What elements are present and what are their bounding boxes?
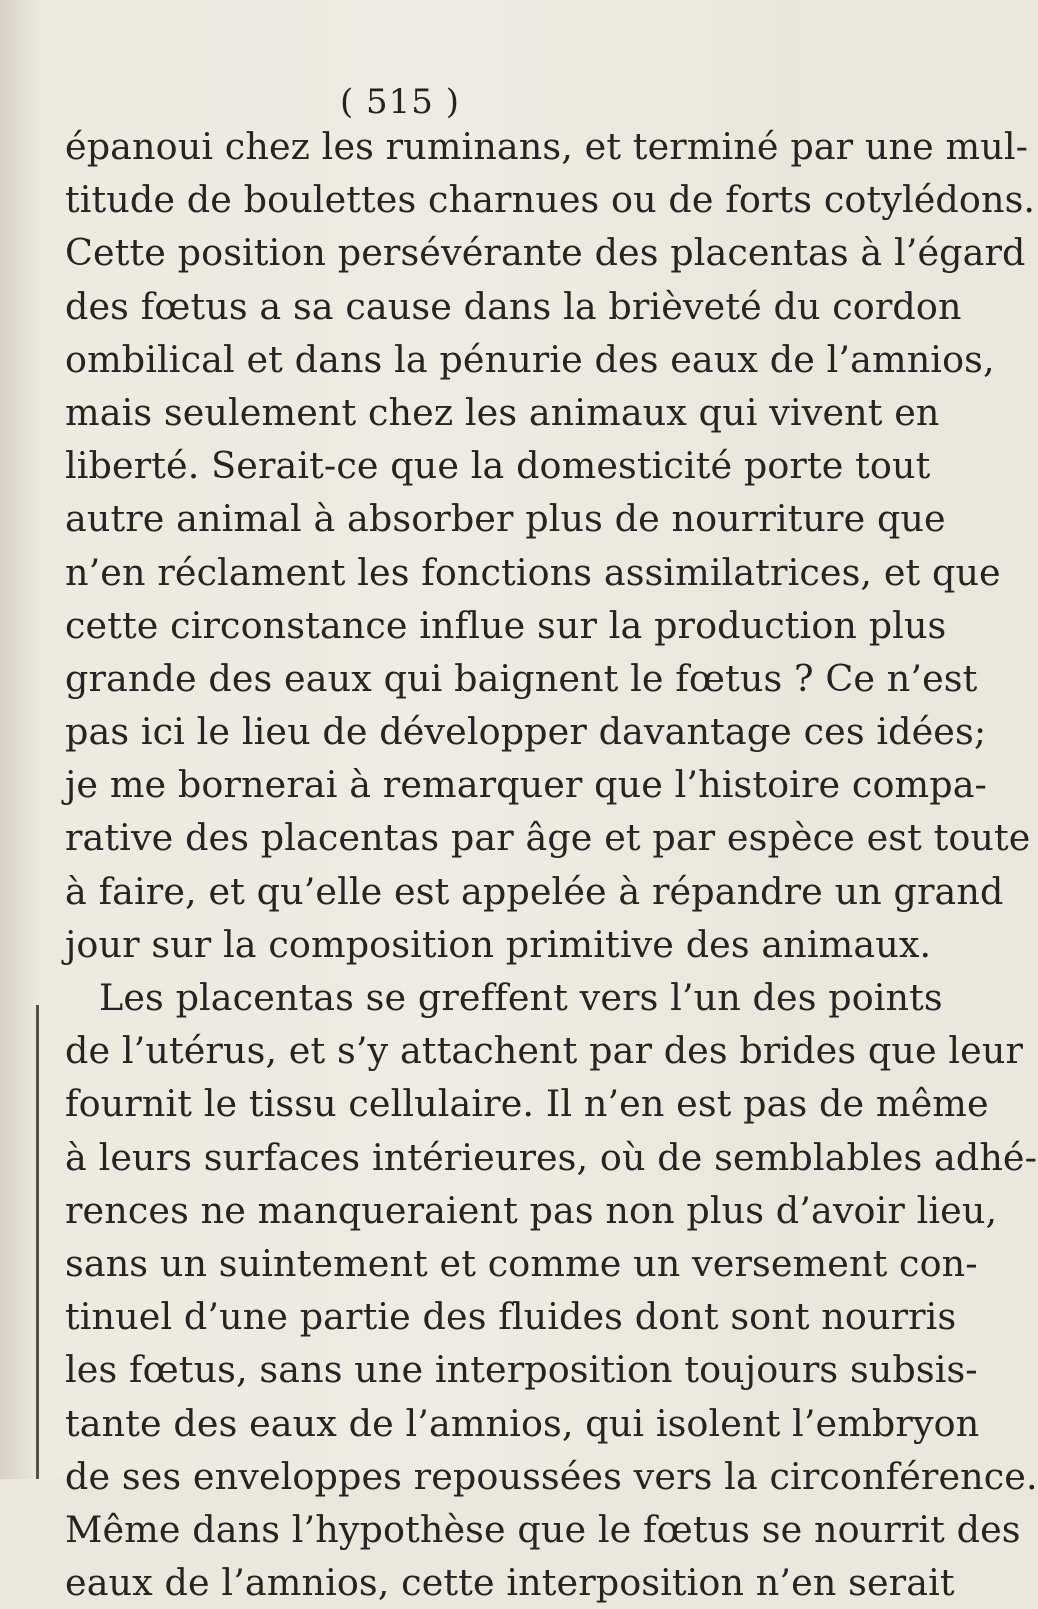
text-line: fournit le tissu cellulaire. Il n’en est pas de même bbox=[65, 1082, 989, 1126]
text-line: cette circonstance influe sur la production plus bbox=[65, 603, 947, 647]
text-line: rences ne manqueraient pas non plus d’avoir lieu, bbox=[65, 1188, 998, 1232]
text-line: ombilical et dans la pénurie des eaux de l’amnios, bbox=[65, 337, 995, 381]
text-line: tinuel d’une partie des fluides dont sont nourris bbox=[65, 1295, 957, 1339]
text-line: épanoui chez les ruminans, et terminé par une mul- bbox=[65, 125, 1029, 168]
text-line: mais seulement chez les animaux qui vivent en bbox=[65, 390, 940, 434]
text-line: sans un suintement et comme un versement con- bbox=[65, 1241, 978, 1285]
page-gutter-shadow bbox=[0, 0, 38, 1479]
text-line: Cette position persévérante des placentas à l’égard bbox=[65, 231, 1026, 275]
text-line: je me bornerai à remarquer que l’histoire compa- bbox=[65, 763, 987, 807]
text-line: les fœtus, sans une interposition toujours subsis- bbox=[65, 1348, 978, 1392]
text-line: à faire, et qu’elle est appelée à répandre un grand bbox=[65, 869, 1004, 913]
text-line: de l’utérus, et s’y attachent par des brides que leur bbox=[65, 1029, 1023, 1073]
page-number: ( 515 ) bbox=[339, 82, 461, 122]
paragraph-start-line: Les placentas se greffent vers l’un des points bbox=[99, 976, 943, 1019]
text-line: tante des eaux de l’amnios, qui isolent l’embryon bbox=[65, 1401, 980, 1445]
body-text bbox=[65, 120, 1038, 1609]
text-line: rative des placentas par âge et par espèce est toute bbox=[65, 816, 1031, 860]
text-line: eaux de l’amnios, cette interposition n’en serait bbox=[65, 1561, 955, 1605]
text-line: de ses enveloppes repoussées vers la circonférence. bbox=[65, 1454, 1038, 1498]
text-line: jour sur la composition primitive des animaux. bbox=[65, 922, 932, 966]
text-line: n’en réclament les fonctions assimilatrices, et que bbox=[65, 550, 1001, 594]
text-line: liberté. Serait-ce que la domesticité porte tout bbox=[65, 444, 931, 488]
text-line: autre animal à absorber plus de nourriture que bbox=[65, 497, 946, 541]
page-edge-line bbox=[36, 1005, 39, 1479]
text-line: grande des eaux qui baignent le fœtus ? Ce n’est bbox=[65, 656, 978, 700]
text-line: titude de boulettes charnues ou de forts cotylédons. bbox=[65, 178, 1036, 222]
text-line: Même dans l’hypothèse que le fœtus se nourrit des bbox=[65, 1507, 1021, 1551]
text-line: pas ici le lieu de développer davantage ces idées; bbox=[65, 710, 987, 754]
text-line: à leurs surfaces intérieures, où de semblables adhé- bbox=[65, 1135, 1038, 1179]
text-line: des fœtus a sa cause dans la brièveté du cordon bbox=[65, 284, 962, 328]
